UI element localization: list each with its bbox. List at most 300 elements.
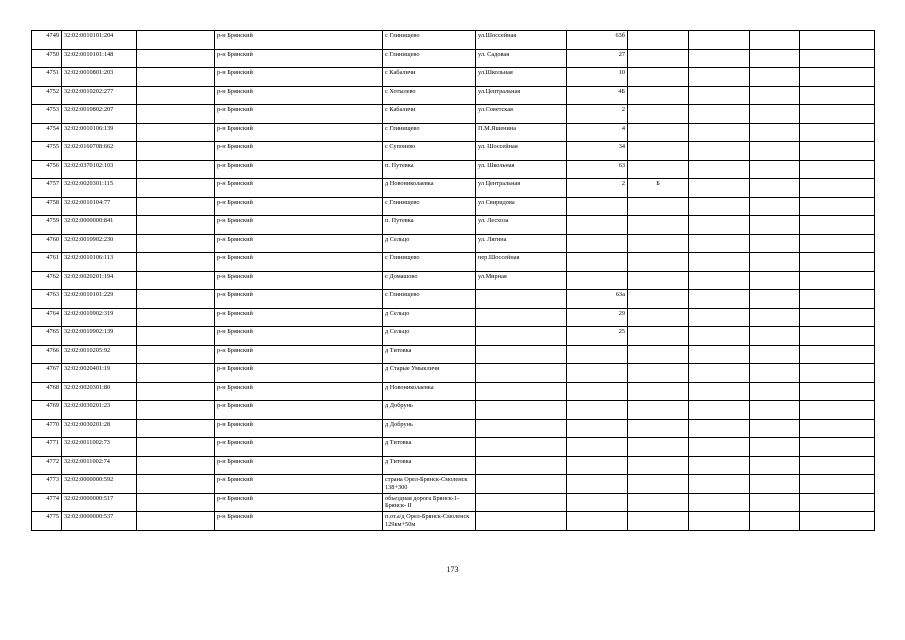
row-number: 4760 — [32, 234, 62, 253]
corpus-cell — [628, 49, 689, 68]
blank-cell — [137, 401, 215, 420]
table-row — [32, 123, 875, 142]
blank-cell — [800, 308, 875, 327]
blank-cell — [689, 382, 750, 401]
locality-cell: д Старые Умыкличи — [383, 364, 476, 383]
locality-cell: д Титовка — [383, 438, 476, 457]
table-row — [32, 475, 875, 494]
street-cell — [476, 345, 567, 364]
street-cell: ул.Центральная — [476, 86, 567, 105]
corpus-cell — [628, 290, 689, 309]
street-cell: ул. Садовая — [476, 49, 567, 68]
locality-cell: д Титовка — [383, 345, 476, 364]
house-cell — [567, 253, 628, 272]
corpus-cell — [628, 216, 689, 235]
blank-cell — [800, 438, 875, 457]
blank-cell — [750, 197, 800, 216]
blank-cell — [689, 253, 750, 272]
blank-cell — [137, 271, 215, 290]
blank-cell — [689, 31, 750, 50]
blank-cell — [689, 179, 750, 198]
cadastral-number: 32:02:0000000:592 — [62, 475, 137, 494]
house-cell: 63б — [567, 31, 628, 50]
house-cell — [567, 345, 628, 364]
table-row — [32, 401, 875, 420]
house-cell: 2 — [567, 179, 628, 198]
registry-table — [31, 30, 875, 531]
registry-rows — [32, 31, 875, 531]
corpus-cell — [628, 253, 689, 272]
corpus-cell — [628, 197, 689, 216]
street-cell: ул. Лесхоза — [476, 216, 567, 235]
row-number: 4765 — [32, 327, 62, 346]
street-cell: ул.Школьная — [476, 68, 567, 87]
street-cell — [476, 364, 567, 383]
house-cell: 4Б — [567, 86, 628, 105]
table-row — [32, 142, 875, 161]
table-row — [32, 49, 875, 68]
blank-cell — [689, 419, 750, 438]
street-cell: ул.Мирная — [476, 271, 567, 290]
corpus-cell — [628, 327, 689, 346]
table-row — [32, 68, 875, 87]
street-cell — [476, 493, 567, 512]
district-cell: р-н Брянский — [215, 105, 383, 124]
blank-cell — [750, 364, 800, 383]
locality-cell: с Глинищево — [383, 31, 476, 50]
row-number: 4766 — [32, 345, 62, 364]
house-cell: 27 — [567, 49, 628, 68]
table-row — [32, 216, 875, 235]
cadastral-number: 32:02:0020301:115 — [62, 179, 137, 198]
blank-cell — [689, 160, 750, 179]
blank-cell — [689, 456, 750, 475]
table-row — [32, 345, 875, 364]
row-number: 4757 — [32, 179, 62, 198]
corpus-cell — [628, 105, 689, 124]
blank-cell — [750, 105, 800, 124]
blank-cell — [800, 401, 875, 420]
blank-cell — [800, 105, 875, 124]
house-cell — [567, 216, 628, 235]
blank-cell — [750, 234, 800, 253]
district-cell: р-н Брянский — [215, 493, 383, 512]
cadastral-number: 32:02:0370102:103 — [62, 160, 137, 179]
cadastral-number: 32:02:0020201:194 — [62, 271, 137, 290]
blank-cell — [689, 216, 750, 235]
district-cell: р-н Брянский — [215, 290, 383, 309]
house-cell: 4 — [567, 123, 628, 142]
street-cell: ул. Школьная — [476, 160, 567, 179]
district-cell: р-н Брянский — [215, 160, 383, 179]
blank-cell — [137, 197, 215, 216]
blank-cell — [800, 253, 875, 272]
locality-cell: с Кабаличи — [383, 68, 476, 87]
house-cell — [567, 438, 628, 457]
house-cell — [567, 271, 628, 290]
cadastral-number: 32:02:0010802:207 — [62, 105, 137, 124]
blank-cell — [137, 68, 215, 87]
house-cell: 63 — [567, 160, 628, 179]
house-cell — [567, 401, 628, 420]
blank-cell — [750, 31, 800, 50]
blank-cell — [137, 438, 215, 457]
cadastral-number: 32:02:0160708:662 — [62, 142, 137, 161]
blank-cell — [750, 86, 800, 105]
blank-cell — [137, 327, 215, 346]
blank-cell — [689, 475, 750, 494]
blank-cell — [689, 345, 750, 364]
row-number: 4763 — [32, 290, 62, 309]
corpus-cell — [628, 68, 689, 87]
corpus-cell — [628, 438, 689, 457]
table-row — [32, 234, 875, 253]
district-cell: р-н Брянский — [215, 456, 383, 475]
blank-cell — [800, 493, 875, 512]
blank-cell — [689, 197, 750, 216]
house-cell: 2 — [567, 105, 628, 124]
cadastral-number: 32:02:0010902:230 — [62, 234, 137, 253]
blank-cell — [137, 456, 215, 475]
house-cell: 34 — [567, 142, 628, 161]
cadastral-number: 32:02:0010104:77 — [62, 197, 137, 216]
street-cell — [476, 512, 567, 531]
table-row — [32, 438, 875, 457]
district-cell: р-н Брянский — [215, 438, 383, 457]
row-number: 4755 — [32, 142, 62, 161]
house-cell — [567, 382, 628, 401]
table-row — [32, 456, 875, 475]
corpus-cell — [628, 308, 689, 327]
blank-cell — [750, 308, 800, 327]
row-number: 4750 — [32, 49, 62, 68]
locality-cell: д Сельцо — [383, 327, 476, 346]
blank-cell — [689, 142, 750, 161]
blank-cell — [750, 253, 800, 272]
street-cell: ул Центральная — [476, 179, 567, 198]
blank-cell — [689, 123, 750, 142]
blank-cell — [800, 160, 875, 179]
street-cell — [476, 475, 567, 494]
district-cell: р-н Брянский — [215, 68, 383, 87]
street-cell — [476, 438, 567, 457]
blank-cell — [689, 86, 750, 105]
house-cell — [567, 234, 628, 253]
blank-cell — [750, 123, 800, 142]
table-row — [32, 308, 875, 327]
table-row — [32, 197, 875, 216]
blank-cell — [137, 234, 215, 253]
row-number: 4756 — [32, 160, 62, 179]
blank-cell — [750, 345, 800, 364]
locality-cell: с Глинищево — [383, 123, 476, 142]
locality-cell: с Домашово — [383, 271, 476, 290]
street-cell — [476, 290, 567, 309]
blank-cell — [750, 216, 800, 235]
cadastral-number: 32:02:0010106:139 — [62, 123, 137, 142]
cadastral-number: 32:02:0010205:92 — [62, 345, 137, 364]
blank-cell — [689, 105, 750, 124]
locality-cell: д Новониколаевка — [383, 179, 476, 198]
table-row — [32, 271, 875, 290]
blank-cell — [800, 142, 875, 161]
blank-cell — [137, 290, 215, 309]
district-cell: р-н Брянский — [215, 31, 383, 50]
blank-cell — [689, 401, 750, 420]
house-cell — [567, 456, 628, 475]
house-cell — [567, 364, 628, 383]
house-cell — [567, 197, 628, 216]
blank-cell — [689, 327, 750, 346]
blank-cell — [750, 49, 800, 68]
table-row — [32, 493, 875, 512]
blank-cell — [137, 382, 215, 401]
blank-cell — [750, 179, 800, 198]
district-cell: р-н Брянский — [215, 179, 383, 198]
street-cell: ул. Шоссейная — [476, 142, 567, 161]
locality-cell: страна Орел-Брянск-Смоленск 138+300 — [383, 475, 476, 494]
street-cell: пер.Шоссейная — [476, 253, 567, 272]
corpus-cell — [628, 345, 689, 364]
district-cell: р-н Брянский — [215, 123, 383, 142]
row-number: 4764 — [32, 308, 62, 327]
locality-cell: д Добрунь — [383, 419, 476, 438]
row-number: 4769 — [32, 401, 62, 420]
blank-cell — [800, 123, 875, 142]
blank-cell — [800, 271, 875, 290]
blank-cell — [800, 86, 875, 105]
locality-cell: д Сельцо — [383, 234, 476, 253]
street-cell — [476, 382, 567, 401]
locality-cell: д Добрунь — [383, 401, 476, 420]
cadastral-number: 32:02:0010101:148 — [62, 49, 137, 68]
corpus-cell — [628, 364, 689, 383]
blank-cell — [689, 49, 750, 68]
corpus-cell — [628, 419, 689, 438]
district-cell: р-н Брянский — [215, 253, 383, 272]
blank-cell — [800, 345, 875, 364]
blank-cell — [750, 512, 800, 531]
street-cell: ул. Лягина — [476, 234, 567, 253]
blank-cell — [689, 512, 750, 531]
cadastral-number: 32:02:0000000:537 — [62, 512, 137, 531]
blank-cell — [750, 271, 800, 290]
blank-cell — [137, 105, 215, 124]
street-cell — [476, 308, 567, 327]
blank-cell — [800, 49, 875, 68]
row-number: 4772 — [32, 456, 62, 475]
blank-cell — [689, 308, 750, 327]
row-number: 4774 — [32, 493, 62, 512]
locality-cell: с Глинищево — [383, 49, 476, 68]
locality-cell: с Кабаличи — [383, 105, 476, 124]
row-number: 4754 — [32, 123, 62, 142]
blank-cell — [750, 493, 800, 512]
blank-cell — [800, 475, 875, 494]
district-cell: р-н Брянский — [215, 364, 383, 383]
corpus-cell — [628, 142, 689, 161]
blank-cell — [137, 179, 215, 198]
street-cell — [476, 401, 567, 420]
table-row — [32, 253, 875, 272]
district-cell: р-н Брянский — [215, 86, 383, 105]
blank-cell — [137, 493, 215, 512]
corpus-cell — [628, 456, 689, 475]
house-cell: 63а — [567, 290, 628, 309]
cadastral-number: 32:02:0011002:74 — [62, 456, 137, 475]
house-cell — [567, 493, 628, 512]
house-cell — [567, 475, 628, 494]
blank-cell — [137, 160, 215, 179]
blank-cell — [137, 142, 215, 161]
house-cell — [567, 512, 628, 531]
blank-cell — [137, 253, 215, 272]
row-number: 4771 — [32, 438, 62, 457]
district-cell: р-н Брянский — [215, 512, 383, 531]
cadastral-number: 32:02:0010106:113 — [62, 253, 137, 272]
district-cell: р-н Брянский — [215, 142, 383, 161]
row-number: 4759 — [32, 216, 62, 235]
corpus-cell — [628, 31, 689, 50]
blank-cell — [137, 49, 215, 68]
page-number: 173 — [446, 565, 459, 574]
street-cell — [476, 327, 567, 346]
corpus-cell — [628, 475, 689, 494]
blank-cell — [750, 327, 800, 346]
blank-cell — [689, 438, 750, 457]
blank-cell — [137, 512, 215, 531]
cadastral-number: 32:02:0020301:80 — [62, 382, 137, 401]
blank-cell — [750, 68, 800, 87]
house-cell: 25 — [567, 327, 628, 346]
locality-cell: д Сельцо — [383, 308, 476, 327]
cadastral-number: 32:02:0000000:841 — [62, 216, 137, 235]
table-row — [32, 160, 875, 179]
district-cell: р-н Брянский — [215, 345, 383, 364]
cadastral-number: 32:02:0010902:139 — [62, 327, 137, 346]
house-cell — [567, 419, 628, 438]
table-row — [32, 382, 875, 401]
blank-cell — [689, 68, 750, 87]
house-cell: 10 — [567, 68, 628, 87]
blank-cell — [137, 123, 215, 142]
corpus-cell — [628, 401, 689, 420]
blank-cell — [800, 234, 875, 253]
cadastral-number: 32:02:0010801:203 — [62, 68, 137, 87]
corpus-cell — [628, 123, 689, 142]
corpus-cell — [628, 382, 689, 401]
blank-cell — [750, 290, 800, 309]
row-number: 4775 — [32, 512, 62, 531]
blank-cell — [137, 31, 215, 50]
blank-cell — [750, 456, 800, 475]
street-cell — [476, 456, 567, 475]
blank-cell — [800, 31, 875, 50]
cadastral-number: 32:02:0030201:28 — [62, 419, 137, 438]
blank-cell — [750, 438, 800, 457]
table-row — [32, 105, 875, 124]
table-row — [32, 290, 875, 309]
row-number: 4773 — [32, 475, 62, 494]
district-cell: р-н Брянский — [215, 234, 383, 253]
corpus-cell: Б — [628, 179, 689, 198]
blank-cell — [137, 475, 215, 494]
district-cell: р-н Брянский — [215, 475, 383, 494]
cadastral-number: 32:02:0000000:517 — [62, 493, 137, 512]
corpus-cell — [628, 234, 689, 253]
blank-cell — [750, 401, 800, 420]
corpus-cell — [628, 512, 689, 531]
blank-cell — [137, 419, 215, 438]
blank-cell — [137, 216, 215, 235]
locality-cell: п.от.а/д Орел-Брянск-Смоленск 129км+50м — [383, 512, 476, 531]
row-number: 4768 — [32, 382, 62, 401]
district-cell: р-н Брянский — [215, 216, 383, 235]
table-row — [32, 31, 875, 50]
blank-cell — [800, 197, 875, 216]
blank-cell — [689, 364, 750, 383]
table-row — [32, 512, 875, 531]
locality-cell: с Глинищево — [383, 253, 476, 272]
street-cell — [476, 419, 567, 438]
street-cell: ул.Советская — [476, 105, 567, 124]
district-cell: р-н Брянский — [215, 382, 383, 401]
row-number: 4749 — [32, 31, 62, 50]
corpus-cell — [628, 86, 689, 105]
corpus-cell — [628, 271, 689, 290]
blank-cell — [800, 290, 875, 309]
locality-cell: с Глинищево — [383, 290, 476, 309]
blank-cell — [137, 364, 215, 383]
locality-cell: обьездная дорога Брянск-1- Брянск- II — [383, 493, 476, 512]
blank-cell — [689, 271, 750, 290]
blank-cell — [750, 160, 800, 179]
locality-cell: д Новониколаевка — [383, 382, 476, 401]
corpus-cell — [628, 493, 689, 512]
district-cell: р-н Брянский — [215, 271, 383, 290]
district-cell: р-н Брянский — [215, 327, 383, 346]
row-number: 4770 — [32, 419, 62, 438]
district-cell: р-н Брянский — [215, 401, 383, 420]
blank-cell — [137, 345, 215, 364]
corpus-cell — [628, 160, 689, 179]
row-number: 4762 — [32, 271, 62, 290]
row-number: 4752 — [32, 86, 62, 105]
table-row — [32, 327, 875, 346]
blank-cell — [800, 327, 875, 346]
cadastral-number: 32:02:0010902:319 — [62, 308, 137, 327]
street-cell: ул Свиридова — [476, 197, 567, 216]
locality-cell: с Хотылево — [383, 86, 476, 105]
blank-cell — [800, 419, 875, 438]
blank-cell — [750, 382, 800, 401]
table-row — [32, 419, 875, 438]
table-row — [32, 86, 875, 105]
blank-cell — [750, 419, 800, 438]
district-cell: р-н Брянский — [215, 308, 383, 327]
blank-cell — [800, 68, 875, 87]
cadastral-number: 32:02:0030201:23 — [62, 401, 137, 420]
blank-cell — [689, 493, 750, 512]
district-cell: р-н Брянский — [215, 419, 383, 438]
blank-cell — [800, 512, 875, 531]
blank-cell — [800, 382, 875, 401]
row-number: 4767 — [32, 364, 62, 383]
blank-cell — [137, 308, 215, 327]
locality-cell: п. Путевка — [383, 216, 476, 235]
blank-cell — [800, 179, 875, 198]
blank-cell — [800, 216, 875, 235]
